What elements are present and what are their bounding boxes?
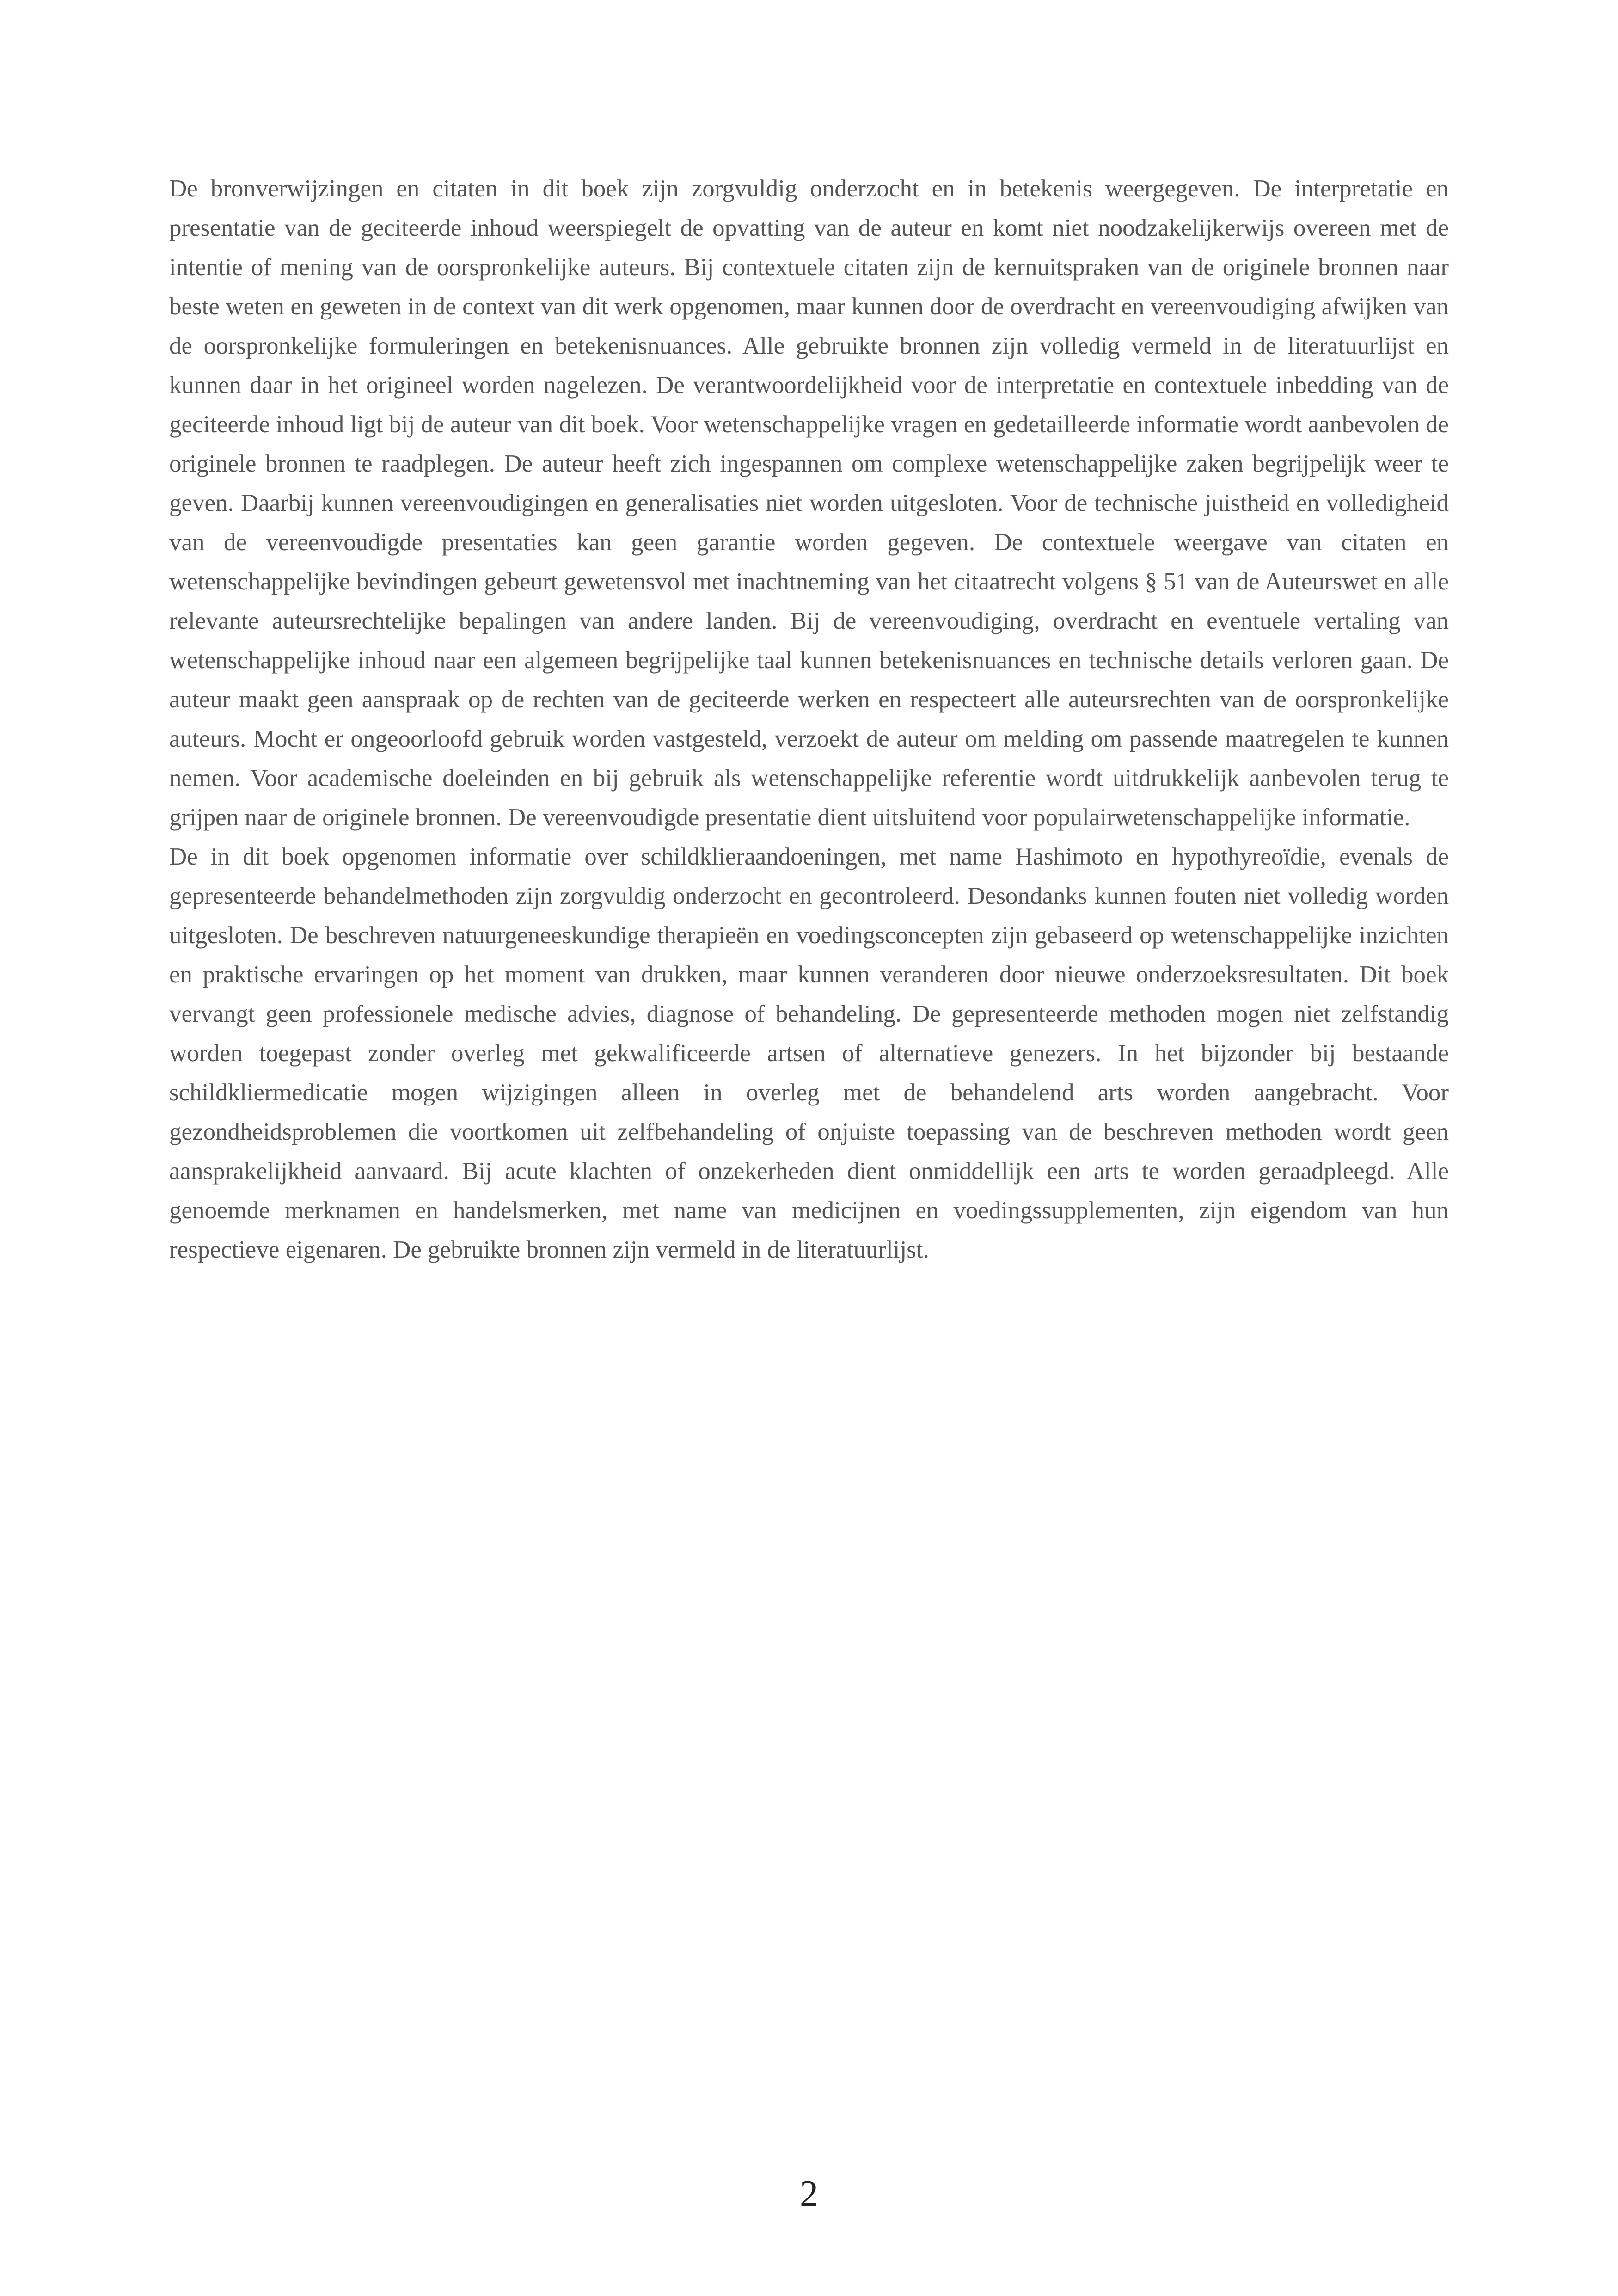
body-text <box>169 169 1449 1270</box>
disclaimer-paragraph-sources: De bronverwijzingen en citaten in dit boek zijn zorgvuldig onderzocht en in betekenis weergegeven. De interpretatie en presentatie van de geciteerde inhoud weerspiegelt de opvatting van de auteur en komt niet noodzakelijkerwijs overeen met de intentie of mening van de oorspronkelijke auteurs. Bij contextuele citaten zijn de kernuitspraken van de originele bronnen naar beste weten en geweten in de context van dit werk opgenomen, maar kunnen door de overdracht en vereenvoudiging afwijken van de oorspronkelijke formuleringen en betekenisnuances. Alle gebruikte bronnen zijn volledig vermeld in de literatuurlijst en kunnen daar in het origineel worden nagelezen. De verantwoordelijkheid voor de interpretatie en contextuele inbedding van de geciteerde inhoud ligt bij de auteur van dit boek. Voor wetenschappelijke vragen en gedetailleerde informatie wordt aanbevolen de originele bronnen te raadplegen. De auteur heeft zich ingespannen om complexe wetenschappelijke zaken begrijpelijk weer te geven. Daarbij kunnen vereenvoudigingen en generalisaties niet worden uitgesloten. Voor de technische juistheid en volledigheid van de vereenvoudigde presentaties kan geen garantie worden gegeven. De contextuele weergave van citaten en wetenschappelijke bevindingen gebeurt gewetensvol met inachtneming van het citaatrecht volgens § 51 van de Auteurswet en alle relevante auteursrechtelijke bepalingen van andere landen. Bij de vereenvoudiging, overdracht en eventuele vertaling van wetenschappelijke inhoud naar een algemeen begrijpelijke taal kunnen betekenisnuances en technische details verloren gaan. De auteur maakt geen aanspraak op de rechten van de geciteerde werken en respecteert alle auteursrechten van de oorspronkelijke auteurs. Mocht er ongeoorloofd gebruik worden vastgesteld, verzoekt de auteur om melding om passende maatregelen te kunnen nemen. Voor academische doeleinden en bij gebruik als wetenschappelijke referentie wordt uitdrukkelijk aanbevolen terug te grijpen naar de originele bronnen. De vereenvoudigde presentatie dient uitsluitend voor populairwetenschappelijke informatie. <box>169 175 1449 831</box>
disclaimer-paragraph-medical: De in dit boek opgenomen informatie over schildklieraandoeningen, met name Hashimoto en hypothyreoïdie, evenals de gepresenteerde behandelmethoden zijn zorgvuldig onderzocht en gecontroleerd. Desondanks kunnen fouten niet volledig worden uitgesloten. De beschreven natuurgeneeskundige therapieën en voedingsconcepten zijn gebaseerd op wetenschappelijke inzichten en praktische ervaringen op het moment van drukken, maar kunnen veranderen door nieuwe onderzoeksresultaten. Dit boek vervangt geen professionele medische advies, diagnose of behandeling. De gepresenteerde methoden mogen niet zelfstandig worden toegepast zonder overleg met gekwalificeerde artsen of alternatieve genezers. In het bijzonder bij bestaande schildkliermedicatie mogen wijzigingen alleen in overleg met de behandelend arts worden aangebracht. Voor gezondheidsproblemen die voortkomen uit zelfbehandeling of onjuiste toepassing van de beschreven methoden wordt geen aansprakelijkheid aanvaard. Bij acute klachten of onzekerheden dient onmiddellijk een arts te worden geraadpleegd. Alle genoemde merknamen en handelsmerken, met name van medicijnen en voedingssupplementen, zijn eigendom van hun respectieve eigenaren. De gebruikte bronnen zijn vermeld in de literatuurlijst. <box>169 843 1449 1263</box>
page-number: 2 <box>800 2173 818 2214</box>
